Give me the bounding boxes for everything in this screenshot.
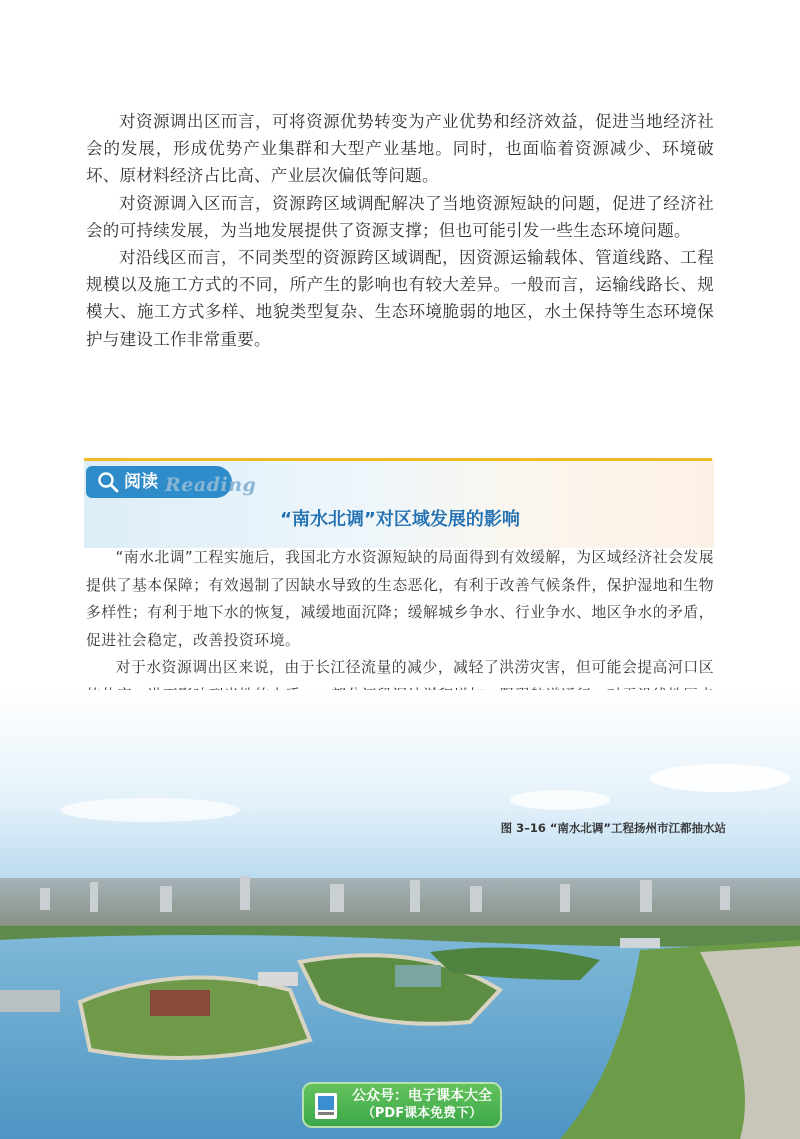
book-icon xyxy=(312,1090,342,1122)
reading-label: 阅读 xyxy=(124,472,158,492)
search-icon xyxy=(96,470,120,494)
reading-paragraph: “南水北调”工程实施后，我国北方水资源短缺的局面得到有效缓解，为区域经济社会发展提供了基本保障；有效遏制了因缺水导致的生态恶化，有利于改善气候条件，保护湿地和生物多样性；有利于地下水的恢复，减缓地面沉降；缓解城乡争水、行业争水、地区争水的矛盾，促进社会稳定，改善投资环境。 xyxy=(86,549,714,649)
reading-divider xyxy=(84,458,712,461)
watermark-line1: 公众号：电子课本大全 xyxy=(352,1088,492,1104)
paragraph: 对资源调入区而言，资源跨区域调配解决了当地资源短缺的问题，促进了经济社会的可持续发展，为当地发展提供了资源支撑；但也可能引发一些生态环境问题。 xyxy=(86,193,714,240)
reading-title: “南水北调”对区域发展的影响 xyxy=(280,509,520,530)
figure-caption: 图 3–16 “南水北调”工程扬州市江都抽水站 xyxy=(500,821,726,835)
watermark-line2: （PDF课本免费下） xyxy=(361,1106,483,1121)
paragraph: 对资源调出区而言，可将资源优势转变为产业优势和经济效益，促进当地经济社会的发展，形成优势产业集群和大型产业基地。同时，也面临着资源减少、环境破坏、原材料经济占比高、产业层次偏低等问题。 xyxy=(86,112,714,186)
pumping-station-photo xyxy=(0,690,800,1139)
paragraph: 对沿线区而言，不同类型的资源跨区域调配，因资源运输载体、管道线路、工程规模以及施工方式的不同，所产生的影响也有较大差异。一般而言，运输线路长、规模大、施工方式多样、地貌类型复杂、生态环境脆弱的地区，水土保持等生态环境保护与建设工作非常重要。 xyxy=(86,248,714,349)
watermark-badge xyxy=(302,1082,502,1128)
reading-label-english: Reading xyxy=(165,474,257,496)
body-text xyxy=(86,108,714,353)
reading-paragraph: 对于水资源调出区来说，由于长江径流量的减少，减轻了洪涝灾害，但可能会提高河口区 xyxy=(115,659,714,677)
